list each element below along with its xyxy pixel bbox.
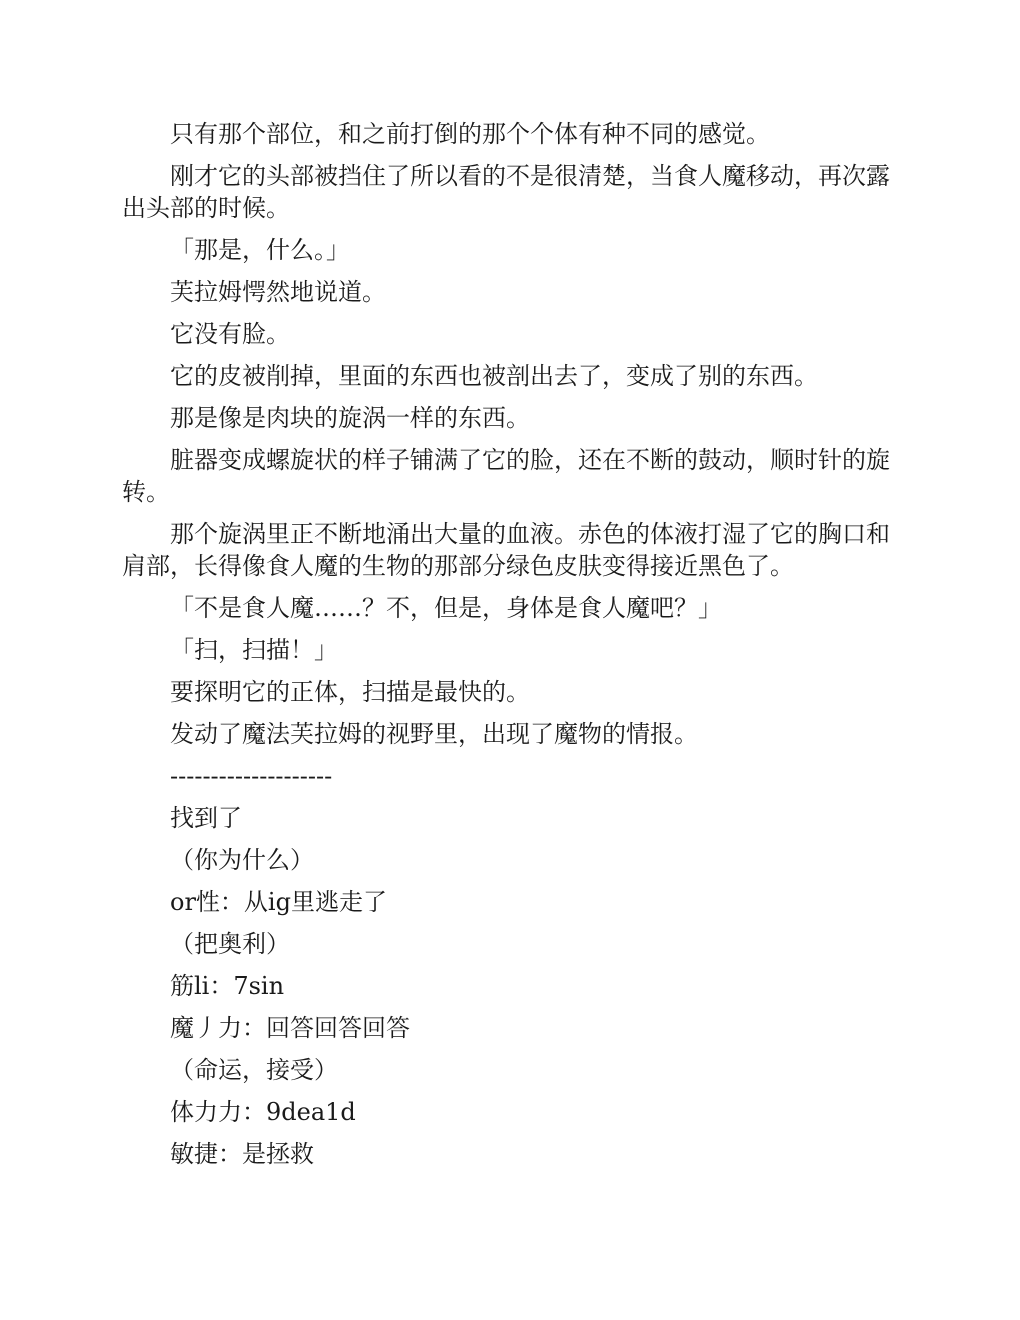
paragraph: 「不是食人魔……？不，但是，身体是食人魔吧？」 <box>170 594 722 622</box>
paragraph: 脏器变成螺旋状的样子铺满了它的脸，还在不断的鼓动，顺时针的旋转。 <box>122 446 890 506</box>
paragraph: 那个旋涡里正不断地涌出大量的血液。赤色的体液打湿了它的胸口和肩部，长得像食人魔的生物的那部分绿色皮肤变得接近黑色了。 <box>122 520 890 580</box>
paragraph: 那是像是肉块的旋涡一样的东西。 <box>170 404 530 432</box>
paragraph: （你为什么） <box>170 846 314 874</box>
separator-line: -------------------- <box>170 762 333 790</box>
paragraph: 「扫，扫描！」 <box>170 636 338 664</box>
paragraph: 只有那个部位，和之前打倒的那个个体有种不同的感觉。 <box>170 120 770 148</box>
paragraph: 魔丿力：回答回答回答 <box>170 1014 410 1042</box>
paragraph: or性：从ig里逃走了 <box>170 888 387 916</box>
paragraph: 「那是，什么。」 <box>170 236 350 264</box>
paragraph: 找到了 <box>170 804 242 832</box>
document-body <box>122 118 898 1180</box>
paragraph: 要探明它的正体，扫描是最快的。 <box>170 678 530 706</box>
paragraph: 体力力：9dea1d <box>170 1098 356 1126</box>
paragraph: 刚才它的头部被挡住了所以看的不是很清楚，当食人魔移动，再次露出头部的时候。 <box>122 162 890 222</box>
paragraph: （命运，接受） <box>170 1056 338 1084</box>
paragraph: 它的皮被削掉，里面的东西也被剖出去了，变成了别的东西。 <box>170 362 818 390</box>
paragraph: 它没有脸。 <box>170 320 290 348</box>
paragraph: 筋li：7sin <box>170 972 285 1000</box>
paragraph: （把奥利） <box>170 930 290 958</box>
paragraph: 发动了魔法芙拉姆的视野里，出现了魔物的情报。 <box>170 720 698 748</box>
paragraph: 敏捷：是拯救 <box>170 1140 314 1168</box>
paragraph: 芙拉姆愕然地说道。 <box>170 278 386 306</box>
